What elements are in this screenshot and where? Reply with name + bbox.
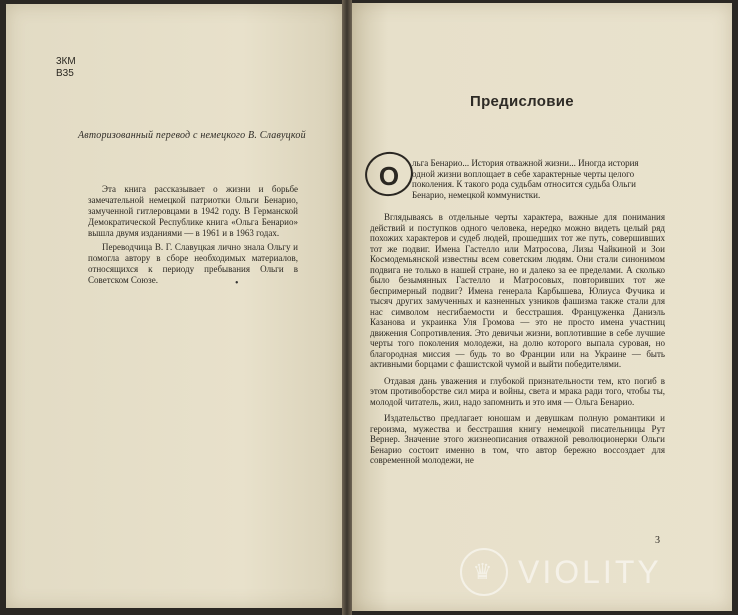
epigraph [412, 158, 657, 200]
violity-crown-icon: ♛ [460, 548, 508, 596]
book-gutter [342, 0, 352, 615]
annotation-paragraph: Эта книга рассказывает о жизни и борьбе замечательной немецкой патриотки Ольги Бенарио, замученной гитлеровцами в 1942 году. В Германской Демократической Республике книга «Ольга Бенарио» вышла двумя изданиями — в 1961 и в 1963 годах. [88, 184, 298, 238]
library-code [56, 56, 76, 80]
library-code-line: В35 [56, 68, 74, 79]
book-annotation [88, 184, 298, 286]
dropcap-letter: О [378, 160, 400, 191]
ornament: • [235, 278, 239, 289]
preface-paragraph: Вглядываясь в отдельные черты характера, важные для понимания действий и поступков одного человека, нередко можно видеть целый ряд похожих характеров и судеб людей, прошедших тот же путь, совершивших тот же подвиг. Имена Гастелло или Матросова, Лизы Чайкиной и Зои Космодемьянской известны всем советским людям. Они стали синонимом подвига не только в нашей стране, но и далеко за ее пределами. А сколько было безымянных Гастелло и Матросовых, повторивших тот же беспримерный подвиг? Имена генерала Карбышева, Юлиуса Фучика и тысяч других замученных и казненных узников фашизма также стали для нас символом несгибаемости и бесстрашия. Француженка Даниэль Казанова и украинка Уля Громова — это не просто имена участниц движения Сопротивления. Это девичьи жизни, воплотившие в себе лучшие черты того поколения молодежи, на долю которого выпала суровая, но благородная миссия — будь то во Франции или на Украине — быть активными борцами с фашистской чумой и выйти победителями. [370, 212, 665, 369]
preface-body [370, 212, 665, 466]
library-code-line: 3КМ [56, 56, 76, 67]
watermark-text: VIOLITY [518, 553, 662, 590]
annotation-paragraph: Переводчица В. Г. Славуцкая лично знала Ольгу и помогла автору в сборе необходимых материалов, относящихся к периоду пребывания Ольги в Советском Союзе. [88, 242, 298, 285]
preface-paragraph: Отдавая дань уважения и глубокой признательности тем, кто погиб в этом противоборстве сил мира и войны, света и мрака ради того, чтобы ты, молодой читатель, жил, надо запомнить и это имя — Ольга Бенарио. [370, 375, 665, 407]
left-page [6, 4, 344, 608]
translator-note: Авторизованный перевод с немецкого В. Славуцкой [78, 130, 306, 141]
page-number: 3 [655, 535, 660, 546]
watermark [460, 548, 662, 596]
epigraph-text: льга Бенарио... История отважной жизни... Иногда история одной жизни воплощает в себе характерные черты целого поколения. К такого рода судьбам относится судьба Ольги Бенарио, немецкой коммунистки. [412, 158, 639, 200]
page-title: Предисловие [470, 93, 574, 110]
preface-paragraph: Издательство предлагает юношам и девушкам полную романтики и героизма, мужества и бесстрашия книгу немецкой писательницы Рут Вернер. Значение этого жизнеописания отважной революционерки Ольги Бенарио состоит именно в том, что автор бережно воссоздает для современной молодежи, не [370, 413, 665, 465]
